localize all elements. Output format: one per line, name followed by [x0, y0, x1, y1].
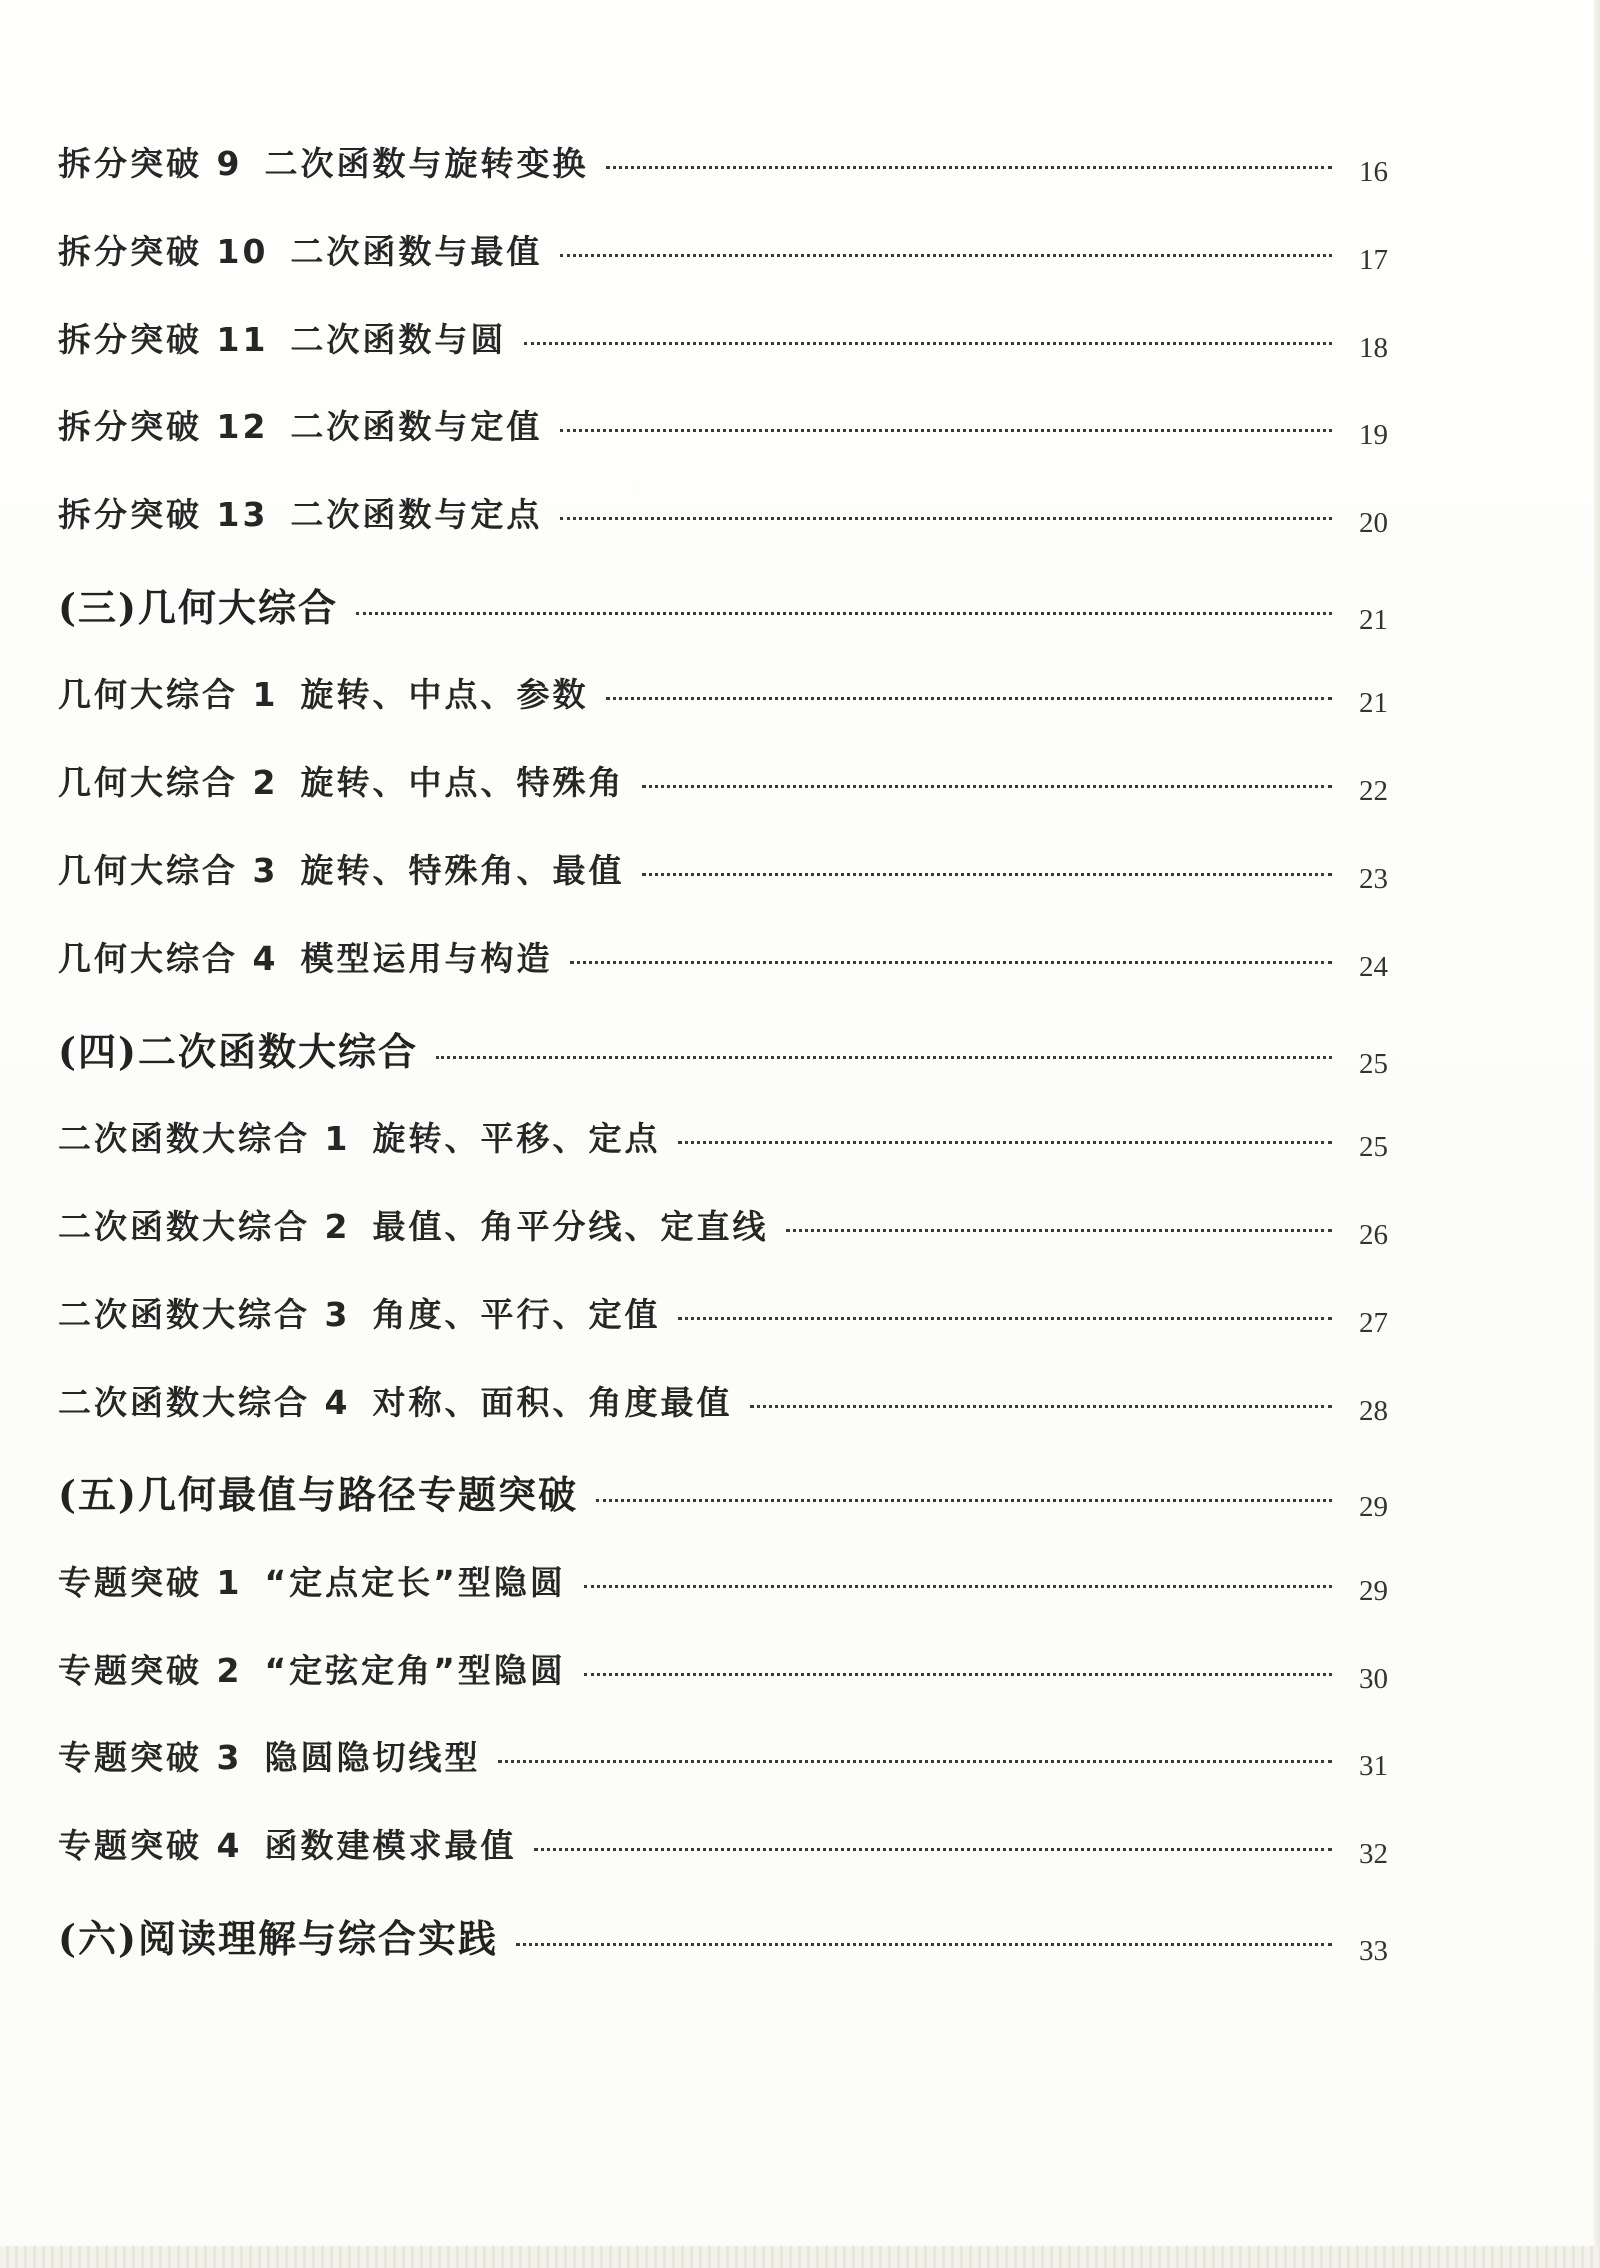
entry-label: 二次函数大综合 1	[58, 1119, 351, 1159]
section-title: (四)二次函数大综合	[58, 1028, 418, 1074]
dot-leader	[584, 1585, 1332, 1588]
toc-entry[interactable]	[58, 489, 1388, 577]
dot-leader	[678, 1317, 1332, 1320]
page-number: 20	[1359, 507, 1388, 540]
entry-label: 二次函数大综合 4	[58, 1382, 351, 1422]
section-title: (六)阅读理解与综合实践	[58, 1916, 498, 1962]
dot-leader	[606, 166, 1332, 169]
entry-label: 拆分突破 10	[58, 231, 269, 271]
entry-label: 拆分突破 12	[58, 407, 269, 447]
toc-entry[interactable]	[58, 401, 1388, 489]
dot-leader	[570, 961, 1332, 964]
page-number: 29	[1359, 1574, 1388, 1607]
entry-title: 旋转、中点、参数	[300, 675, 589, 715]
toc-section-heading[interactable]	[58, 1908, 1388, 2001]
entry-title: 最值、角平分线、定直线	[372, 1206, 769, 1246]
dot-leader	[678, 1141, 1332, 1144]
entry-title: “定点定长”型隐圆	[264, 1562, 566, 1602]
page-number: 19	[1359, 419, 1388, 452]
dot-leader	[606, 697, 1332, 700]
entry-title: 二次函数与旋转变换	[264, 144, 589, 183]
entry-label: 几何大综合 1	[58, 675, 279, 715]
dot-leader	[436, 1056, 1332, 1059]
page-number: 26	[1359, 1218, 1388, 1251]
dot-leader	[356, 612, 1332, 615]
toc-entry[interactable]	[58, 138, 1388, 226]
entry-title: 旋转、中点、特殊角	[300, 763, 625, 803]
entry-title: 二次函数与最值	[290, 231, 543, 271]
entry-label: 专题突破 4	[58, 1826, 243, 1866]
dot-leader	[560, 254, 1332, 257]
page-edge-right	[1594, 0, 1600, 2268]
entry-label: 专题突破 1	[58, 1562, 243, 1602]
page-number: 16	[1359, 156, 1388, 188]
toc-section-heading[interactable]	[58, 577, 1388, 670]
entry-title: 二次函数与定点	[290, 495, 543, 535]
entry-title: 函数建模求最值	[264, 1826, 517, 1866]
page-number: 21	[1359, 687, 1388, 720]
toc-entry[interactable]	[58, 845, 1388, 933]
page-number: 25	[1359, 1047, 1388, 1080]
section-title: (五)几何最值与路径专题突破	[58, 1472, 578, 1518]
toc-entry[interactable]	[58, 1289, 1388, 1377]
entry-label: 几何大综合 4	[58, 938, 279, 978]
toc-entry[interactable]	[58, 1113, 1388, 1201]
dot-leader	[498, 1760, 1332, 1763]
page-number: 30	[1359, 1662, 1388, 1695]
dot-leader	[596, 1499, 1332, 1502]
entry-title: 对称、面积、角度最值	[372, 1382, 733, 1422]
page-number: 25	[1359, 1131, 1388, 1164]
page-number: 23	[1359, 863, 1388, 896]
entry-label: 二次函数大综合 3	[58, 1294, 351, 1334]
toc-entry[interactable]	[58, 1377, 1388, 1465]
page-number: 27	[1359, 1306, 1388, 1339]
dot-leader	[524, 342, 1332, 345]
dot-leader	[516, 1943, 1332, 1946]
page-number: 22	[1359, 775, 1388, 808]
entry-title: “定弦定角”型隐圆	[264, 1650, 566, 1690]
page-number: 31	[1359, 1750, 1388, 1783]
table-of-contents	[58, 138, 1388, 2001]
section-title: (三)几何大综合	[58, 584, 338, 630]
toc-entry[interactable]	[58, 669, 1388, 757]
toc-entry[interactable]	[58, 1820, 1388, 1908]
dot-leader	[584, 1673, 1332, 1676]
page-number: 24	[1359, 950, 1388, 983]
entry-label: 专题突破 3	[58, 1738, 243, 1778]
dot-leader	[560, 429, 1332, 432]
dot-leader	[642, 785, 1332, 788]
toc-entry[interactable]	[58, 1732, 1388, 1820]
toc-section-heading[interactable]	[58, 1021, 1388, 1114]
entry-title: 二次函数与定值	[290, 407, 543, 447]
entry-title: 角度、平行、定值	[372, 1294, 661, 1334]
entry-label: 拆分突破 11	[58, 319, 269, 359]
page-number: 29	[1359, 1491, 1388, 1524]
entry-title: 旋转、特殊角、最值	[300, 851, 625, 891]
toc-section-heading[interactable]	[58, 1464, 1388, 1557]
entry-label: 专题突破 2	[58, 1650, 243, 1690]
toc-entry[interactable]	[58, 933, 1388, 1021]
page-number: 21	[1359, 603, 1388, 636]
entry-label: 拆分突破 13	[58, 495, 269, 535]
entry-label: 拆分突破 9	[58, 144, 243, 183]
toc-entry[interactable]	[58, 1557, 1388, 1645]
toc-entry[interactable]	[58, 757, 1388, 845]
dot-leader	[642, 873, 1332, 876]
entry-title: 隐圆隐切线型	[264, 1738, 481, 1778]
dot-leader	[560, 517, 1332, 520]
entry-title: 模型运用与构造	[300, 938, 553, 978]
entry-title: 旋转、平移、定点	[372, 1119, 661, 1159]
dot-leader	[750, 1405, 1332, 1408]
entry-title: 二次函数与圆	[290, 319, 507, 359]
entry-label: 几何大综合 3	[58, 851, 279, 891]
toc-entry[interactable]	[58, 226, 1388, 314]
page-number: 33	[1359, 1935, 1388, 1968]
page-number: 28	[1359, 1394, 1388, 1427]
dot-leader	[786, 1229, 1332, 1232]
entry-label: 二次函数大综合 2	[58, 1206, 351, 1246]
page-number: 17	[1359, 243, 1388, 276]
page-edge-bottom	[0, 2246, 1600, 2268]
toc-entry[interactable]	[58, 1201, 1388, 1289]
toc-entry[interactable]	[58, 314, 1388, 402]
page-number: 32	[1359, 1838, 1388, 1871]
entry-label: 几何大综合 2	[58, 763, 279, 803]
toc-entry[interactable]	[58, 1645, 1388, 1733]
page-number: 18	[1359, 331, 1388, 364]
dot-leader	[534, 1848, 1332, 1851]
